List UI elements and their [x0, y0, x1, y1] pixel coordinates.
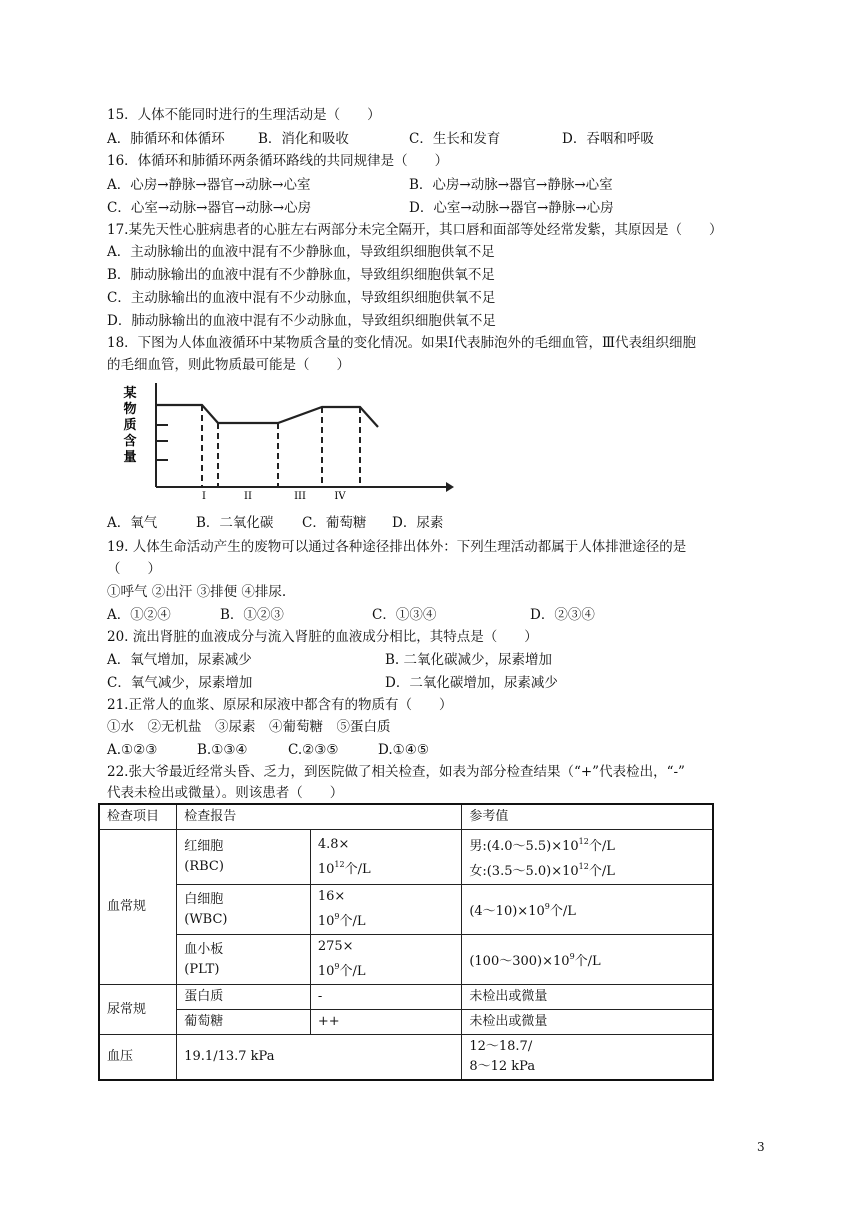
rbc-name: 红细胞 (RBC) — [177, 830, 311, 885]
q15-stem: 15．人体不能同时进行的生理活动是（ ） — [107, 107, 381, 123]
content-curve — [156, 405, 378, 427]
exam-report-table — [98, 803, 714, 1081]
glucose-name: 葡萄糖 — [177, 1010, 311, 1035]
q16-option-b: B．心房→动脉→器官→静脉→心室 — [409, 177, 613, 193]
ylabel-char-5: 量 — [123, 450, 137, 465]
protein-value: - — [310, 985, 461, 1010]
protein-name: 蛋白质 — [177, 985, 311, 1010]
q22-stem-line1: 22.张大爷最近经常头昏、乏力，到医院做了相关检查，如表为部分检查结果（“+”代表检出，“-” — [107, 764, 685, 780]
q18-stem-line1: 18．下图为人体血液循环中某物质含量的变化情况。如果Ⅰ代表肺泡外的毛细血管，Ⅲ代表组织细胞 — [107, 335, 697, 351]
q20-stem: 20. 流出肾脏的血液成分与流入肾脏的血液成分相比，其特点是（ ） — [107, 629, 538, 645]
q19-option-b: B．①②③ — [220, 607, 284, 623]
q17-option-d: D．肺动脉输出的血液中混有不少动脉血，导致组织细胞供氧不足 — [107, 313, 496, 329]
q16-option-d: D．心室→动脉→器官→静脉→心房 — [409, 200, 614, 216]
category-bp: 血压 — [99, 1035, 177, 1081]
q17-stem: 17.某先天性心脏病患者的心脏左右两部分未完全隔开，其口唇和面部等处经常发紫，其原因是（ ） — [107, 222, 723, 238]
q20-option-d: D．二氧化碳增加，尿素减少 — [385, 675, 558, 691]
bp-value: 19.1/13.7 kPa — [177, 1035, 462, 1081]
category-blood: 血常规 — [99, 830, 177, 985]
wbc-value: 16× $10^9$个/L — [310, 885, 461, 935]
q19-option-c: C．①③④ — [372, 607, 437, 623]
q21-option-a: A.①②③ — [107, 742, 158, 758]
q18-option-c: C．葡萄糖 — [302, 515, 367, 531]
plt-reference: $(100\sim 300)\times 10^9$个/L — [462, 935, 713, 985]
q22-stem-line2: 代表未检出或微量）。则该患者（ ） — [107, 785, 344, 801]
q19-items: ①呼气 ②出汗 ③排便 ④排尿. — [107, 584, 287, 600]
wbc-name: 白细胞 (WBC) — [177, 885, 311, 935]
q20-option-c: C．氧气减少，尿素增加 — [107, 675, 253, 691]
q18-option-a: A．氧气 — [107, 515, 158, 531]
q15-option-c: C．生长和发育 — [409, 131, 501, 147]
protein-reference: 未检出或微量 — [462, 985, 713, 1010]
q19-option-d: D．②③④ — [530, 607, 595, 623]
q16-stem: 16．体循环和肺循环两条循环路线的共同规律是（ ） — [107, 153, 449, 169]
ylabel-char-4: 含 — [123, 434, 137, 449]
q17-option-a: A．主动脉输出的血液中混有不少静脉血，导致组织细胞供氧不足 — [107, 244, 495, 260]
q21-option-d: D.①④⑤ — [378, 742, 429, 758]
q19-stem-line2: （ ） — [107, 561, 161, 577]
q21-stem: 21.正常人的血浆、原尿和尿液中都含有的物质有（ ） — [107, 697, 453, 713]
plt-name: 血小板 (PLT) — [177, 935, 311, 985]
table-row — [99, 830, 713, 885]
table-row — [99, 885, 713, 935]
table-header-row — [99, 804, 713, 830]
category-urine: 尿常规 — [99, 985, 177, 1035]
q21-option-b: B.①③④ — [197, 742, 248, 758]
q17-option-b: B．肺动脉输出的血液中混有不少静脉血，导致组织细胞供氧不足 — [107, 267, 495, 283]
q15-option-b: B．消化和吸收 — [258, 131, 349, 147]
header-report: 检查报告 — [177, 804, 462, 830]
q16-option-a: A．心房→静脉→器官→动脉→心室 — [107, 177, 311, 193]
q19-option-a: A．①②④ — [107, 607, 171, 623]
ylabel-char-2: 物 — [123, 402, 137, 417]
wbc-reference: $(4\sim 10)\times 10^9$个/L — [462, 885, 713, 935]
table-row — [99, 1035, 713, 1081]
q20-option-b: B. 二氧化碳减少，尿素增加 — [385, 652, 553, 668]
q16-option-c: C．心室→动脉→器官→动脉→心房 — [107, 200, 312, 216]
q15-option-d: D．吞咽和呼吸 — [562, 131, 654, 147]
xlabel-III: III — [294, 491, 306, 501]
table-row — [99, 935, 713, 985]
glucose-reference: 未检出或微量 — [462, 1010, 713, 1035]
table-row — [99, 1010, 713, 1035]
header-reference: 参考值 — [462, 804, 713, 830]
page-number: 3 — [757, 1140, 765, 1154]
header-item: 检查项目 — [99, 804, 177, 830]
xlabel-IV: IV — [334, 491, 346, 501]
x-axis-arrow — [446, 482, 454, 492]
q19-stem-line1: 19. 人体生命活动产生的废物可以通过各种途径排出体外：下列生理活动都属于人体排泄途径的是 — [107, 539, 687, 555]
glucose-value: ++ — [310, 1010, 461, 1035]
q18-option-b: B．二氧化碳 — [196, 515, 274, 531]
rbc-reference: 男$:(4.0\sim 5.5)\times 10^{12}$个/L 女$:(3.5\sim 5.0)\times 10^{12}$个/L — [462, 830, 713, 885]
xlabel-I: I — [202, 491, 206, 501]
q18-option-d: D．尿素 — [392, 515, 444, 531]
table-row — [99, 985, 713, 1010]
q15-option-a: A．肺循环和体循环 — [107, 131, 225, 147]
ylabel-char-1: 某 — [123, 386, 137, 401]
q21-items: ①水 ②无机盐 ③尿素 ④葡萄糖 ⑤蛋白质 — [107, 719, 391, 735]
ylabel-char-3: 质 — [123, 418, 137, 433]
q17-option-c: C．主动脉输出的血液中混有不少动脉血，导致组织细胞供氧不足 — [107, 290, 496, 306]
q18-stem-line2: 的毛细血管，则此物质最可能是（ ） — [107, 357, 350, 373]
rbc-value: 4.8× $10^{12}$个/L — [310, 830, 461, 885]
substance-content-graph — [108, 383, 458, 501]
q20-option-a: A．氧气增加，尿素减少 — [107, 652, 252, 668]
plt-value: 275× $10^9$个/L — [310, 935, 461, 985]
q21-option-c: C.②③⑤ — [288, 742, 339, 758]
bp-reference: 12～18.7/ 8～12 kPa — [462, 1035, 713, 1081]
xlabel-II: II — [244, 491, 252, 501]
